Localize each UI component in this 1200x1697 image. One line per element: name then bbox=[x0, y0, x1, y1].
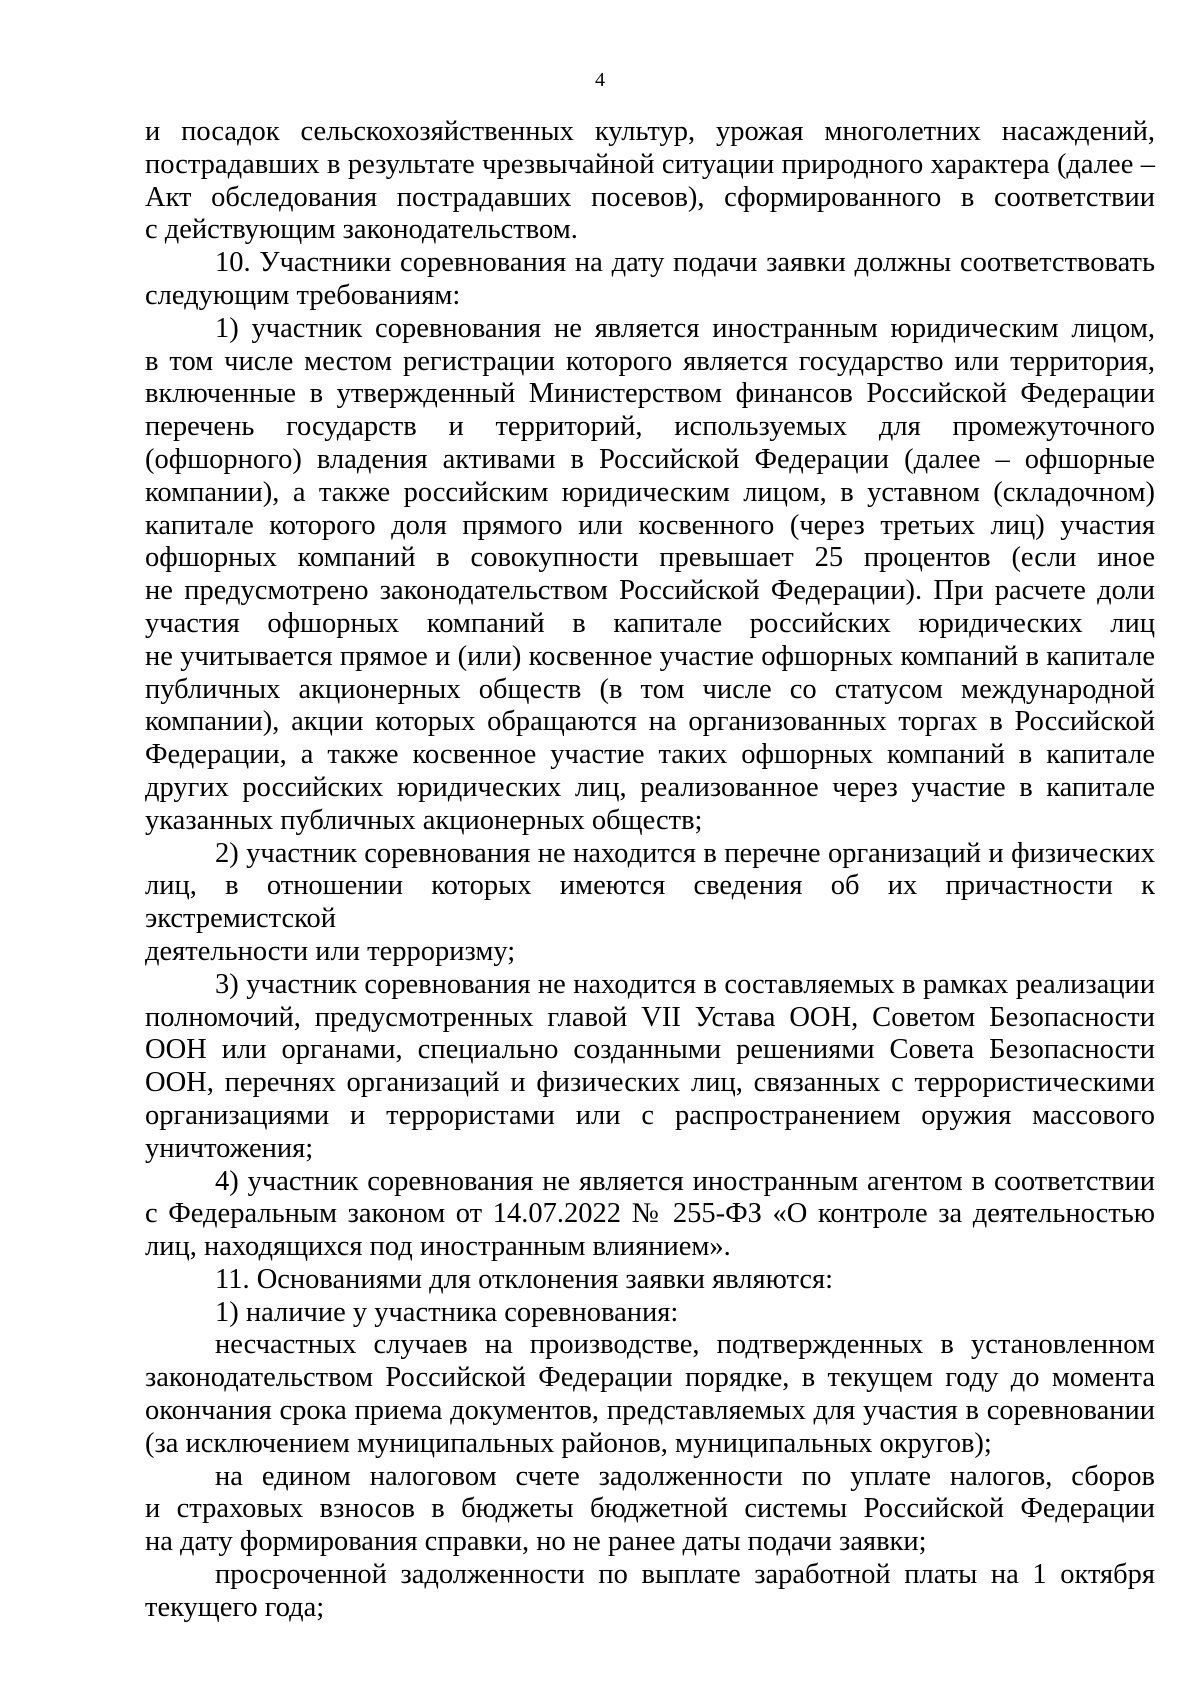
paragraph-9-line-2: законодательством Российской Федерации порядке, в текущем году до момента bbox=[145, 1362, 1155, 1394]
paragraph-3-line-4: перечень государств и территорий, используемых для промежуточного bbox=[145, 411, 1155, 443]
paragraph-1-line-3: Акт обследования пострадавших посевов), сформированного в соответствии bbox=[145, 181, 1155, 213]
paragraph-3-line-7: капитале которого доля прямого или косвенного (через третьих лиц) участия bbox=[145, 509, 1155, 541]
paragraph-9-line-4: (за исключением муниципальных районов, муниципальных округов); bbox=[145, 1427, 992, 1459]
paragraph-3-line-16: указанных публичных акционерных обществ; bbox=[145, 804, 703, 836]
paragraph-5-line-3: ООН или органами, специально созданными решениями Совета Безопасности bbox=[145, 1034, 1155, 1066]
paragraph-8-line-1: 1) наличие у участника соревнования: bbox=[215, 1296, 679, 1328]
paragraph-4-line-3: деятельности или терроризму; bbox=[145, 935, 516, 967]
page-number: 4 bbox=[595, 69, 605, 91]
paragraph-5-line-5: организациями и террористами или с распространением оружия массового bbox=[145, 1099, 1155, 1131]
paragraph-3-line-11: не учитывается прямое и (или) косвенное участие офшорных компаний в капитале bbox=[145, 640, 1155, 672]
paragraph-5-line-6: уничтожения; bbox=[145, 1132, 314, 1164]
paragraph-11-line-1: просроченной задолженности по выплате заработной платы на 1 октября bbox=[215, 1559, 1155, 1591]
paragraph-11-line-2: текущего года; bbox=[145, 1591, 325, 1623]
paragraph-1-line-1: и посадок сельскохозяйственных культур, урожая многолетних насаждений, bbox=[145, 116, 1155, 147]
paragraph-3-line-12: публичных акционерных обществ (в том числе со статусом международной bbox=[145, 673, 1155, 705]
paragraph-3-line-3: включенные в утвержденный Министерством финансов Российской Федерации bbox=[145, 378, 1155, 410]
paragraph-2-line-2: следующим требованиям: bbox=[145, 279, 461, 311]
paragraph-5-line-4: ООН, перечнях организаций и физических лиц, связанных с террористическими bbox=[145, 1067, 1155, 1099]
paragraph-6-line-1: 4) участник соревнования не является иностранным агентом в соответствии bbox=[215, 1165, 1155, 1197]
paragraph-10-line-3: на дату формирования справки, но не ранее даты подачи заявки; bbox=[145, 1526, 927, 1558]
paragraph-3-line-5: (офшорного) владения активами в Российской Федерации (далее – офшорные bbox=[145, 443, 1155, 475]
paragraph-3-line-13: компании), акции которых обращаются на организованных торгах в Российской bbox=[145, 706, 1155, 738]
paragraph-7-line-1: 11. Основаниями для отклонения заявки являются: bbox=[215, 1263, 834, 1295]
paragraph-3-line-14: Федерации, а также косвенное участие таких офшорных компаний в капитале bbox=[145, 739, 1155, 771]
paragraph-3-line-8: офшорных компаний в совокупности превышает 25 процентов (если иное bbox=[145, 542, 1155, 574]
paragraph-6-line-2: с Федеральным законом от 14.07.2022 № 255-ФЗ «О контроле за деятельностью bbox=[145, 1198, 1155, 1230]
paragraph-5-line-2: полномочий, предусмотренных главой VII Устава ООН, Советом Безопасности bbox=[145, 1001, 1155, 1033]
paragraph-9-line-3: окончания срока приема документов, представляемых для участия в соревновании bbox=[145, 1395, 1155, 1427]
paragraph-4-line-1: 2) участник соревнования не находится в перечне организаций и физических bbox=[215, 837, 1155, 869]
paragraph-2-line-1: 10. Участники соревнования на дату подачи заявки должны соответствовать bbox=[215, 247, 1155, 279]
paragraph-3-line-15: других российских юридических лиц, реализованное через участие в капитале bbox=[145, 771, 1155, 803]
paragraph-4-line-2: лиц, в отношении которых имеются сведения об их причастности к экстремистской bbox=[145, 870, 1155, 935]
paragraph-1-line-2: пострадавших в результате чрезвычайной ситуации природного характера (далее – bbox=[145, 148, 1155, 180]
paragraph-10-line-1: на едином налоговом счете задолженности по уплате налогов, сборов bbox=[215, 1460, 1155, 1492]
paragraph-3-line-2: в том числе местом регистрации которого является государство или территория, bbox=[145, 345, 1155, 377]
document-body bbox=[145, 116, 1155, 1625]
paragraph-3-line-10: участия офшорных компаний в капитале российских юридических лиц bbox=[145, 607, 1155, 639]
paragraph-5-line-1: 3) участник соревнования не находится в составляемых в рамках реализации bbox=[215, 968, 1155, 1000]
paragraph-6-line-3: лиц, находящихся под иностранным влиянием». bbox=[145, 1231, 731, 1263]
paragraph-1-line-4: с действующим законодательством. bbox=[145, 214, 578, 246]
paragraph-3-line-9: не предусмотрено законодательством Российской Федерации). При расчете доли bbox=[145, 575, 1155, 607]
paragraph-10-line-2: и страховых взносов в бюджеты бюджетной системы Российской Федерации bbox=[145, 1493, 1155, 1525]
paragraph-3-line-6: компании), а также российским юридическим лицом, в уставном (складочном) bbox=[145, 476, 1155, 508]
paragraph-9-line-1: несчастных случаев на производстве, подтвержденных в установленном bbox=[215, 1329, 1155, 1361]
paragraph-3-line-1: 1) участник соревнования не является иностранным юридическим лицом, bbox=[215, 312, 1155, 344]
